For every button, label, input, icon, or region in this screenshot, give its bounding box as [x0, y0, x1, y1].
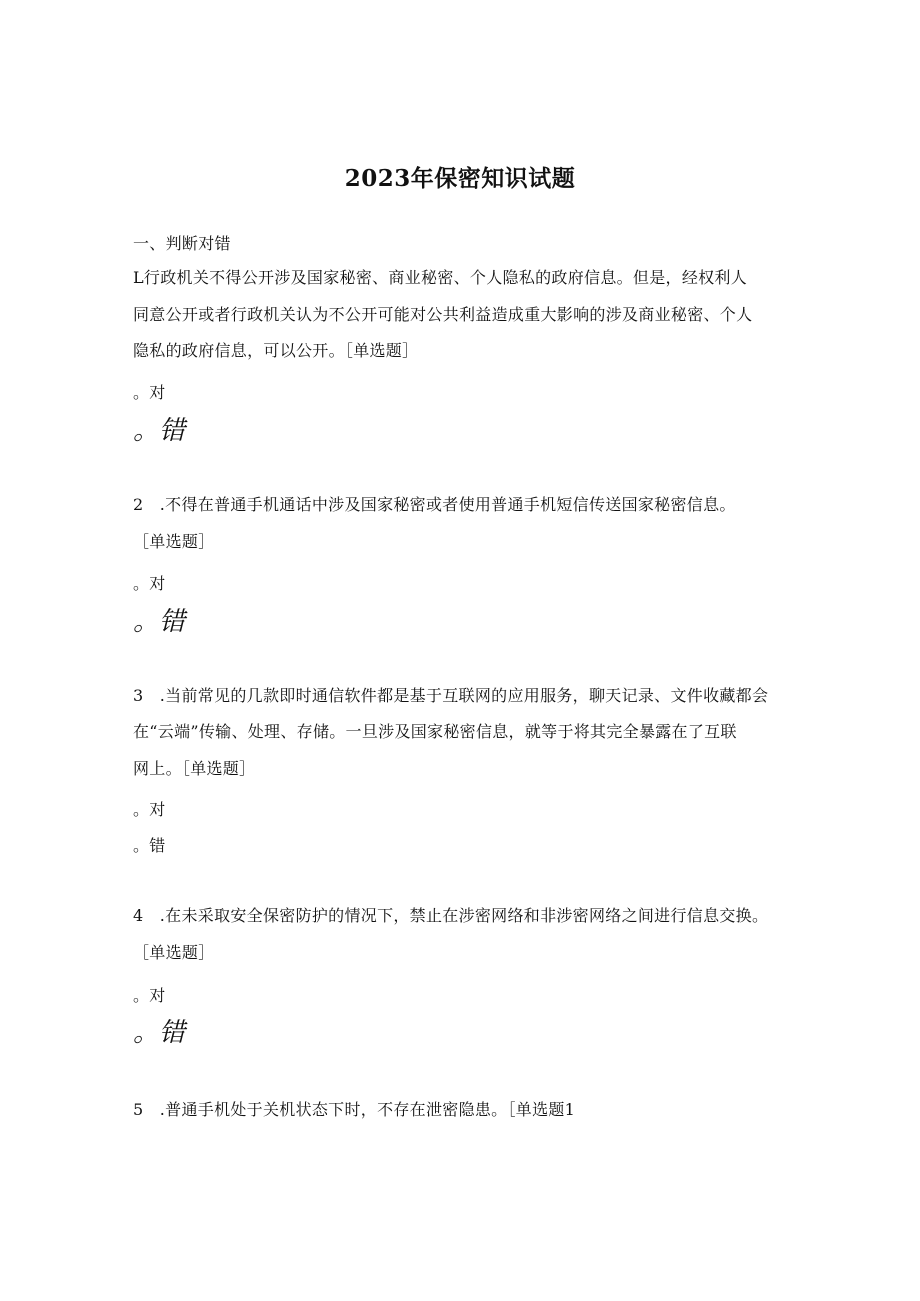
- option-false: 。错: [133, 836, 166, 855]
- option-true: 。对: [133, 574, 166, 593]
- option-false: 。错: [133, 1018, 186, 1048]
- section-heading: 一、判断对错: [133, 234, 231, 253]
- question-text-line: ［单选题］: [133, 943, 215, 962]
- question-text-line: 2 .不得在普通手机通话中涉及国家秘密或者使用普通手机短信传送国家秘密信息。: [133, 495, 736, 514]
- question-text-line: 4 .在未采取安全保密防护的情况下，禁止在涉密网络和非涉密网络之间进行信息交换。: [133, 906, 769, 925]
- question-text-line: 3 .当前常见的几款即时通信软件都是基于互联网的应用服务，聊天记录、文件收藏都会: [133, 686, 769, 705]
- question-text-line: 隐私的政府信息，可以公开。［单选题］: [133, 341, 419, 360]
- option-true: 。对: [133, 800, 166, 819]
- question-text-line: 同意公开或者行政机关认为不公开可能对公共利益造成重大影响的涉及商业秘密、个人: [133, 305, 753, 324]
- question-text-line: L行政机关不得公开涉及国家秘密、商业秘密、个人隐私的政府信息。但是，经权利人: [133, 268, 748, 287]
- option-true: 。对: [133, 986, 166, 1005]
- option-false: 。错: [133, 607, 186, 637]
- page-title: 2023年保密知识试题: [344, 165, 576, 192]
- question-text-line: 网上。［单选题］: [133, 759, 256, 778]
- option-false: 。错: [133, 416, 186, 446]
- question-text-line: 5 .普通手机处于关机状态下时，不存在泄密隐患。［单选题1: [133, 1100, 576, 1119]
- question-text-line: ［单选题］: [133, 532, 215, 551]
- question-text-line: 在“云端”传输、处理、存储。一旦涉及国家秘密信息，就等于将其完全暴露在了互联: [133, 722, 737, 741]
- option-true: 。对: [133, 383, 166, 402]
